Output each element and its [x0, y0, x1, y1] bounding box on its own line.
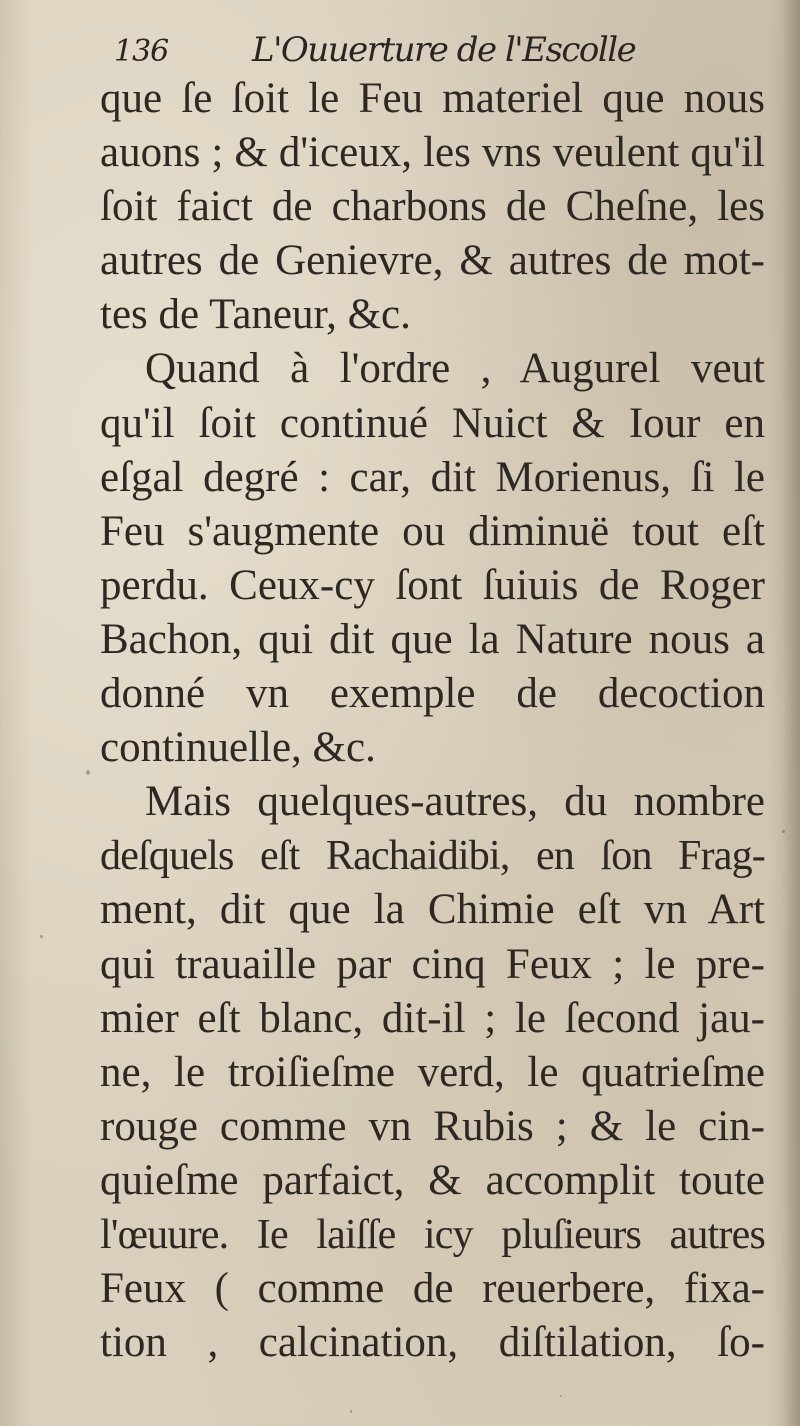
text-line: Bachon, qui dit que la Nature nous a — [100, 615, 765, 663]
page-header — [110, 28, 670, 78]
text-line: eſgal degré : car, dit Morienus, ſi le — [100, 453, 765, 501]
text-line: deſquels eſt Rachaidibi, en ſon Frag- — [100, 833, 765, 880]
text-line: rouge comme vn Rubis ; & le cin- — [100, 1102, 765, 1150]
text-line: Feu s'augmente ou diminuë tout eſt — [100, 507, 765, 555]
text-line: donné vn exemple de decoction — [100, 670, 765, 718]
text-line: tes de Taneur, &c. — [100, 291, 411, 339]
text-line: Feux ( comme de reuerbere, fixa- — [100, 1265, 765, 1313]
text-line: qu'il ſoit continué Nuict & Iour en — [100, 399, 765, 447]
page-number: 136 — [114, 34, 169, 69]
paper-speck — [40, 935, 43, 938]
text-line: continuelle, &c. — [100, 724, 376, 772]
page-edge-shadow — [782, 0, 800, 1426]
paper-speck — [350, 1410, 352, 1413]
body-text — [100, 72, 770, 1370]
text-line: que ſe ſoit le Feu materiel que nous — [100, 75, 765, 122]
text-line: ſoit faict de charbons de Cheſne, les — [100, 183, 765, 231]
text-line: perdu. Ceux-cy ſont ſuiuis de Roger — [100, 561, 765, 609]
paragraph-start-line: Mais quelques-autres, du nombre — [145, 778, 765, 826]
text-line: l'œuure. Ie laiſſe icy pluſieurs autres — [100, 1211, 765, 1258]
running-head: L'Ouuerture de l'Escolle — [252, 30, 636, 70]
paper-speck — [86, 770, 90, 775]
paragraph-start-line: Quand à l'ordre , Augurel veut — [145, 345, 765, 393]
paper-speck — [560, 1395, 562, 1397]
text-line: quieſme parfaict, & accomplit toute — [100, 1156, 765, 1204]
text-line: auons ; & d'iceux, les vns veulent qu'il — [100, 129, 765, 177]
text-line: qui trauaille par cinq Feux ; le pre- — [100, 940, 765, 988]
text-line: tion , calcination, diſtilation, ſo- — [100, 1319, 765, 1367]
text-line: ne, le troiſieſme verd, le quatrieſme — [100, 1048, 765, 1096]
text-line: autres de Genievre, & autres de mot- — [100, 237, 765, 285]
text-line: mier eſt blanc, dit-il ; le ſecond jau- — [100, 994, 765, 1042]
text-line: ment, dit que la Chimie eſt vn Art — [100, 886, 765, 934]
